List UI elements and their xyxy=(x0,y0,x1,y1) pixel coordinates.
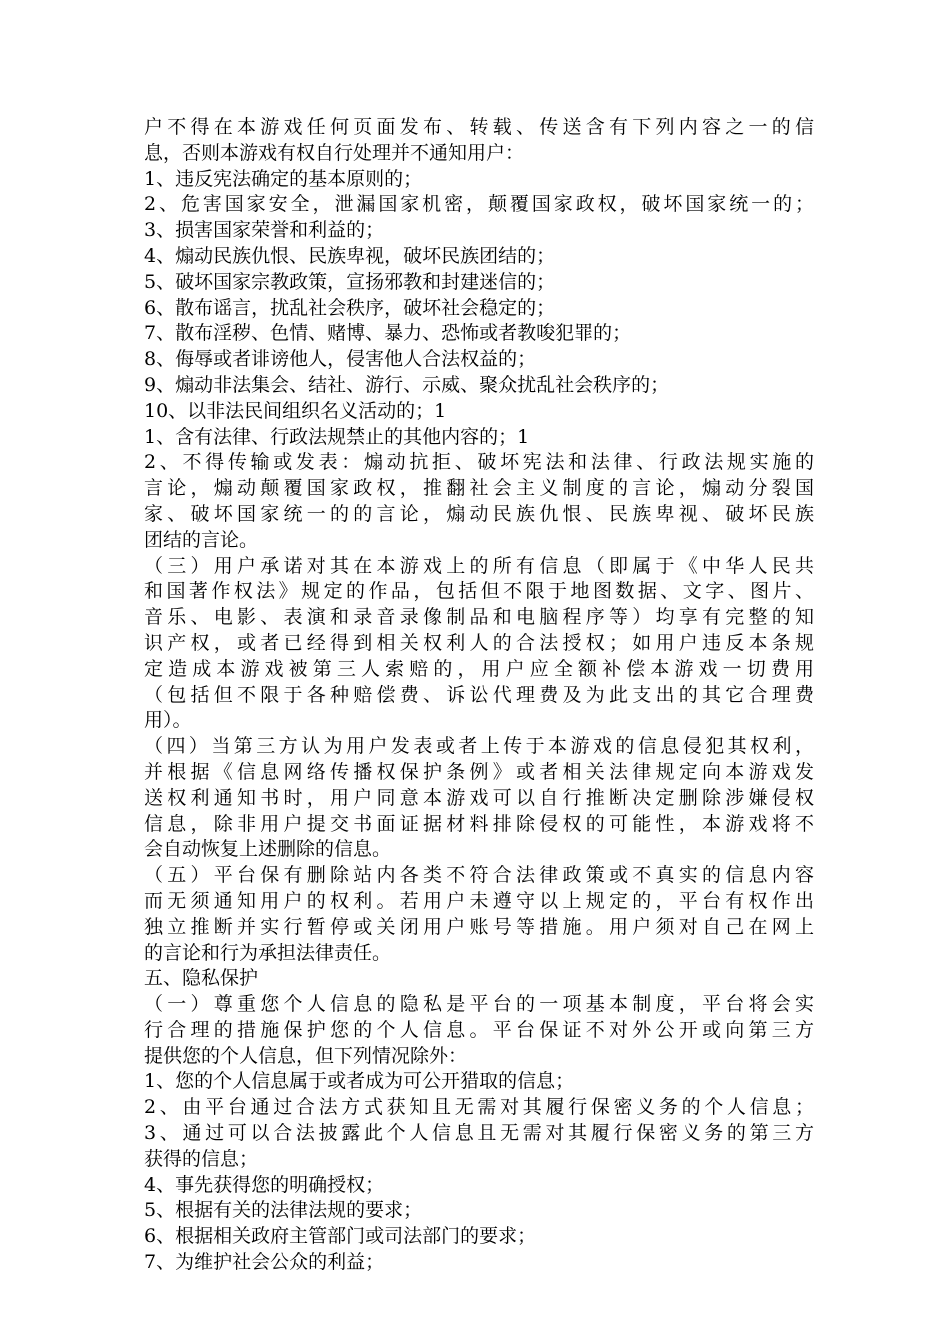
text-line: 6、根据相关政府主管部门或司法部门的要求； xyxy=(144,1225,537,1248)
text-line: 4、事先获得您的明确授权； xyxy=(144,1173,385,1196)
text-line: 7、散布淫秽、色情、赌博、暴力、恐怖或者教唆犯罪的； xyxy=(144,322,632,345)
text-line: （包括但不限于各种赔偿费、诉讼代理费及为此支出的其它合理费 xyxy=(144,683,814,706)
text-line: 独立推断并实行暂停或关闭用户账号等措施。用户须对自己在网上 xyxy=(144,915,814,938)
text-line: 家、破坏国家统一的的言论，煽动民族仇恨、民族卑视、破坏民族 xyxy=(144,502,814,525)
text-line: 1、含有法律、行政法规禁止的其他内容的；1 xyxy=(144,425,530,448)
document-page xyxy=(144,115,814,1276)
text-line: 行合理的措施保护您的个人信息。平台保证不对外公开或向第三方 xyxy=(144,1018,814,1041)
text-line: 送权利通知书时，用户同意本游戏可以自行推断决定删除涉嫌侵权 xyxy=(144,786,814,809)
text-line: 10、以非法民间组织名义活动的；1 xyxy=(144,399,447,422)
text-line: 和国著作权法》规定的作品，包括但不限于地图数据、文字、图片、 xyxy=(144,580,814,603)
text-line: （一）尊重您个人信息的隐私是平台的一项基本制度，平台将会实 xyxy=(144,993,814,1016)
text-line: 言论，煽动颠覆国家政权，推翻社会主义制度的言论，煽动分裂国 xyxy=(144,477,814,500)
text-line: 4、煽动民族仇恨、民族卑视，破坏民族团结的； xyxy=(144,244,556,267)
text-line: 息，否则本游戏有权自行处理并不通知用户： xyxy=(144,141,525,164)
text-line: 并根据《信息网络传播权保护条例》或者相关法律规定向本游戏发 xyxy=(144,760,814,783)
text-line: 1、您的个人信息属于或者成为可公开猎取的信息； xyxy=(144,1070,575,1093)
text-line: 7、为维护社会公众的利益； xyxy=(144,1251,385,1274)
text-line: 用）。 xyxy=(144,709,192,732)
text-line: 3、通过可以合法披露此个人信息且无需对其履行保密义务的第三方 xyxy=(144,1122,814,1145)
text-line: 3、损害国家荣誉和利益的； xyxy=(144,219,385,242)
text-line: 团结的言论。 xyxy=(144,528,259,551)
text-line: 6、散布谣言，扰乱社会秩序，破坏社会稳定的； xyxy=(144,296,556,319)
text-line: 2、由平台通过合法方式获知且无需对其履行保密义务的个人信息； xyxy=(144,1096,814,1119)
text-line: 1、违反宪法确定的基本原则的； xyxy=(144,167,423,190)
text-line: 提供您的个人信息，但下列情况除外： xyxy=(144,1044,468,1067)
text-line: （五）平台保有删除站内各类不符合法律政策或不真实的信息内容 xyxy=(144,864,814,887)
text-line: 定造成本游戏被第三人索赔的，用户应全额补偿本游戏一切费用 xyxy=(144,657,814,680)
text-line: 2、危害国家安全，泄漏国家机密，颠覆国家政权，破坏国家统一的； xyxy=(144,193,814,216)
text-line: 的言论和行为承担法律责任。 xyxy=(144,941,392,964)
text-line: （三）用户承诺对其在本游戏上的所有信息（即属于《中华人民共 xyxy=(144,554,814,577)
text-line: 而无须通知用户的权利。若用户未遵守以上规定的，平台有权作出 xyxy=(144,889,814,912)
text-line: 会自动恢复上述删除的信息。 xyxy=(144,838,392,861)
text-line: 5、破坏国家宗教政策，宣扬邪教和封建迷信的； xyxy=(144,270,556,293)
text-line: 识产权，或者已经得到相关权利人的合法授权；如用户违反本条规 xyxy=(144,631,814,654)
text-line: 5、根据有关的法律法规的要求； xyxy=(144,1199,423,1222)
text-line: 音乐、电影、表演和录音录像制品和电脑程序等）均享有完整的知 xyxy=(144,606,814,629)
text-line: 8、侮辱或者诽谤他人，侵害他人合法权益的； xyxy=(144,348,537,371)
text-line: 五、隐私保护 xyxy=(144,967,259,990)
text-line: 2、不得传输或发表：煽动抗拒、破坏宪法和法律、行政法规实施的 xyxy=(144,451,814,474)
text-line: （四）当第三方认为用户发表或者上传于本游戏的信息侵犯其权利， xyxy=(144,735,814,758)
text-line: 户不得在本游戏任何页面发布、转载、传送含有下列内容之一的信 xyxy=(144,116,814,138)
text-line: 获得的信息； xyxy=(144,1147,259,1170)
text-line: 9、煽动非法集会、结社、游行、示威、聚众扰乱社会秩序的； xyxy=(144,373,670,396)
text-line: 信息，除非用户提交书面证据材料排除侵权的可能性，本游戏将不 xyxy=(144,812,814,835)
